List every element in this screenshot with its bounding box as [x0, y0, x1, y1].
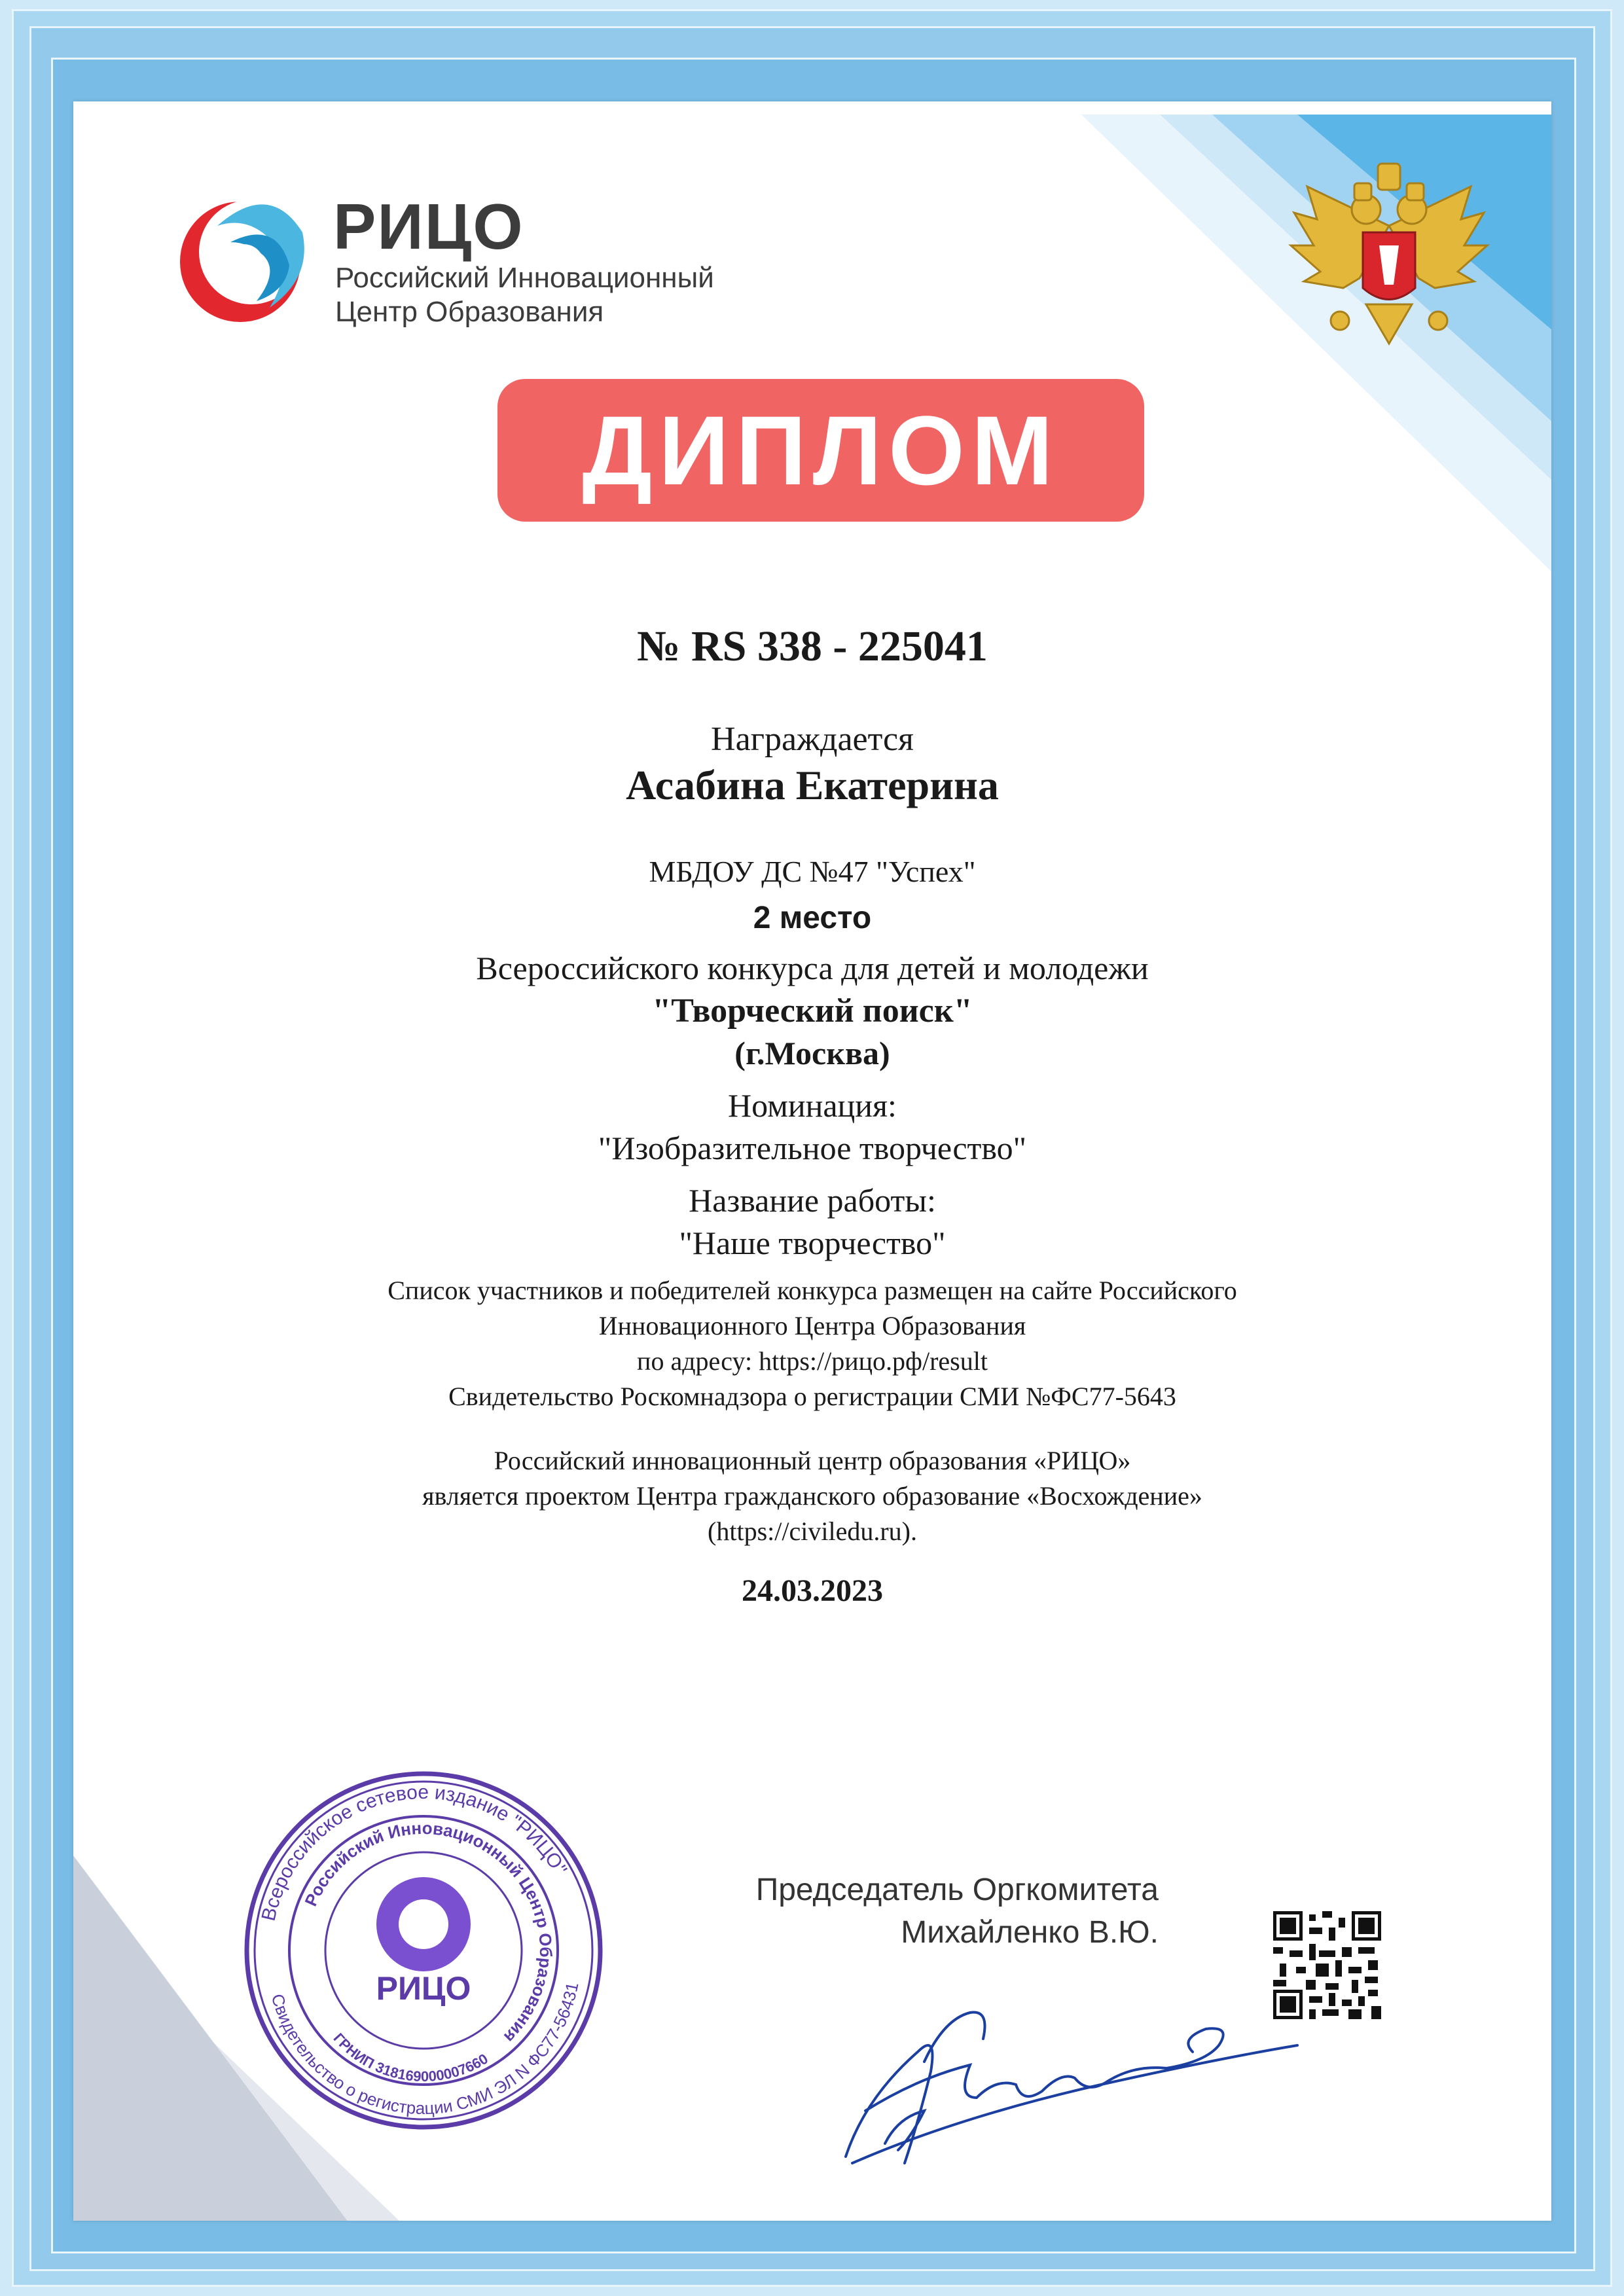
participants-info	[73, 1273, 1551, 1414]
diploma-title: ДИПЛОМ	[582, 395, 1060, 505]
contest-line: Всероссийского конкурса для детей и молодежи	[476, 950, 1149, 986]
place: 2 место	[753, 901, 872, 935]
institution: МБДОУ ДС №47 "Успех"	[649, 855, 976, 888]
project-info	[73, 1443, 1551, 1549]
project-line: Российский инновационный центр образования «РИЦО»	[494, 1446, 1131, 1475]
stamp-outer-text: Всероссийское сетевое издание "РИЦО"	[257, 1781, 571, 1924]
diploma-number: № RS 338 - 225041	[637, 622, 988, 670]
recipient-name: Асабина Екатерина	[626, 762, 999, 808]
project-line: (https://civiledu.ru).	[708, 1516, 917, 1546]
stamp-name: РИЦО	[376, 1970, 471, 2007]
info-line: Инновационного Центра Образования	[598, 1311, 1026, 1340]
logo-subtitle-line2: Центр Образования	[335, 296, 604, 328]
signature-title: Председатель Оргкомитета	[755, 1873, 1159, 1907]
qr-code-icon[interactable]	[1273, 1911, 1381, 2019]
nomination-value: "Изобразительное творчество"	[598, 1130, 1027, 1166]
rico-logo-icon	[171, 187, 316, 331]
diploma-title-banner	[497, 379, 1144, 522]
logo-subtitle-line1: Российский Инновационный	[335, 262, 714, 294]
project-line: является проектом Центра гражданского образование «Восхождение»	[422, 1481, 1202, 1511]
contest-city: (г.Москва)	[734, 1035, 890, 1071]
info-line: Свидетельство Роскомнадзора о регистрации СМИ №ФС77-5643	[448, 1382, 1176, 1411]
work-value: "Наше творчество"	[679, 1225, 946, 1261]
organization-stamp	[240, 1767, 607, 2134]
awarded-label: Награждается	[711, 721, 914, 758]
info-line: по адресу: https://рицо.рф/result	[637, 1346, 988, 1376]
logo-name: РИЦО	[333, 190, 524, 262]
handwritten-signature	[826, 1947, 1324, 2183]
signature-name: Михайленко В.Ю.	[901, 1915, 1159, 1950]
stamp-inner-text: Российский Инновационный Центр Образования	[300, 1818, 556, 2047]
work-label: Название работы:	[689, 1182, 936, 1219]
stamp-license: Свидетельство о регистрации СМИ ЭЛ N ФС77-56431	[267, 1980, 583, 2119]
contest-name: "Творческий поиск"	[652, 992, 973, 1030]
nomination-label: Номинация:	[728, 1087, 897, 1124]
coat-of-arms-icon	[1281, 147, 1497, 363]
info-line: Список участников и победителей конкурса размещен на сайте Российского	[388, 1276, 1237, 1305]
issue-date: 24.03.2023	[742, 1573, 883, 1608]
stamp-grnip: ГРНИП 318169000007660	[330, 2030, 491, 2085]
diploma-page	[73, 101, 1551, 2221]
